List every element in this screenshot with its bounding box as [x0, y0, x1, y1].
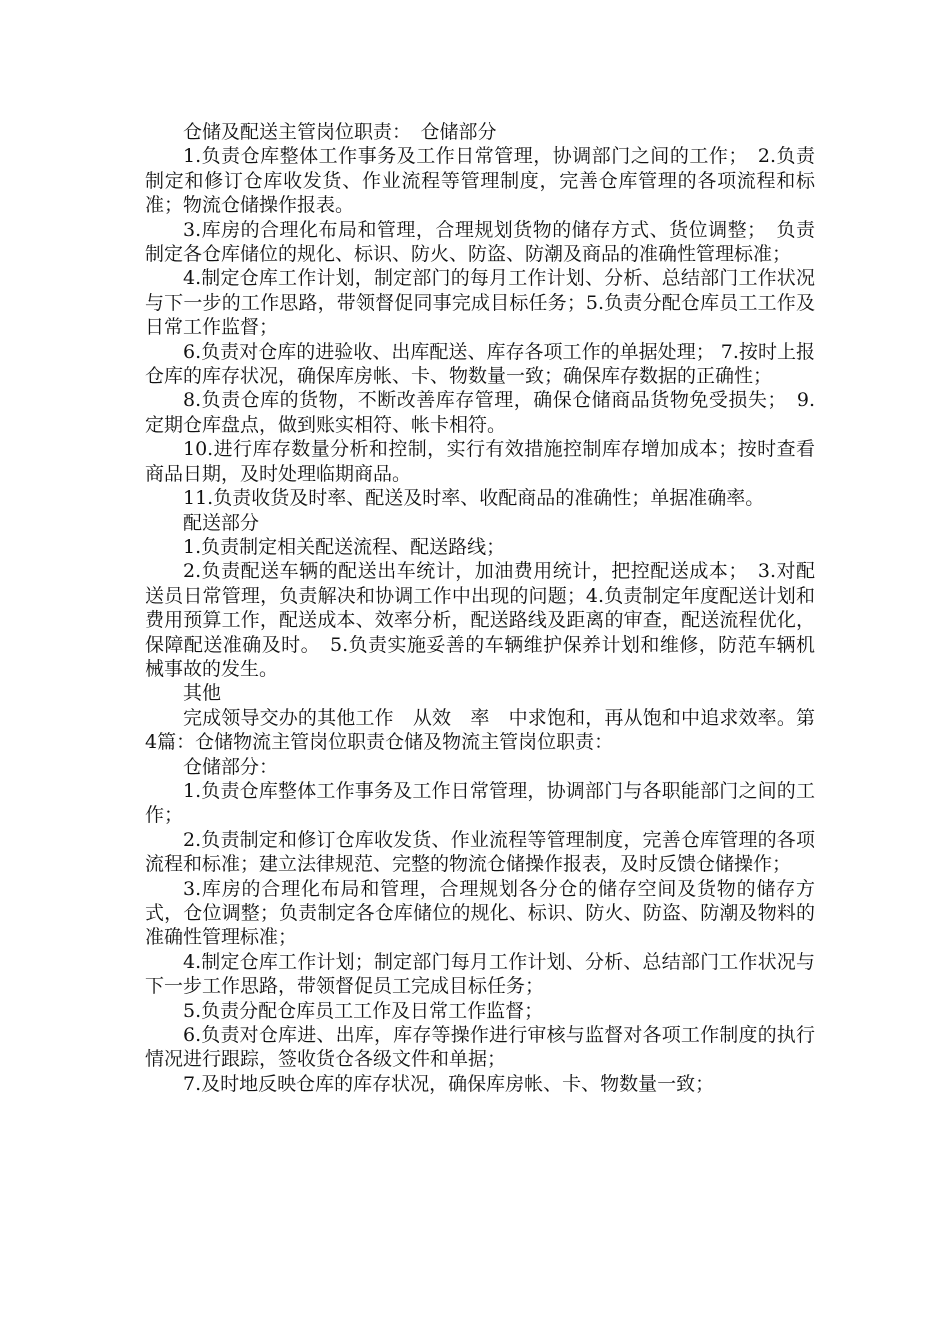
- paragraph-storage-7: 7.及时地反映仓库的库存状况，确保库房帐、卡、物数量一致；: [183, 1072, 715, 1095]
- heading-storage-and-delivery: 仓储及配送主管岗位职责： 仓储部分: [183, 121, 497, 143]
- paragraph-item-10: 10.进行库存数量分析和控制，实行有效措施控制库存增加成本；按时查看商品日期，及时处理临期商品。: [145, 438, 815, 485]
- paragraph-storage-2: 2.负责制定和修订仓库收发货、作业流程等管理制度，完善仓库管理的各项流程和标准；建立法律规范、完整的物流仓储操作报表，及时反馈仓储操作；: [145, 828, 815, 876]
- document-body: [145, 120, 815, 1096]
- paragraph-storage-5: 5.负责分配仓库员工工作及日常工作监督；: [183, 999, 544, 1022]
- section-heading-delivery: 配送部分: [183, 511, 260, 534]
- paragraph-item-11: 11.负责收货及时率、配送及时率、收配商品的准确性；单据准确率。: [183, 487, 765, 510]
- paragraph-delivery-1: 1.负责制定相关配送流程、配送路线；: [183, 535, 506, 558]
- paragraph-storage-1: 1.负责仓库整体工作事务及工作日常管理，协调部门与各职能部门之间的工作；: [145, 779, 815, 827]
- paragraph-item-3: 3.库房的合理化布局和管理，合理规划货物的储存方式、货位调整； 负责制定各仓库储位的规化、标识、防火、防盗、防潮及商品的准确性管理标准；: [145, 218, 815, 266]
- section-heading-other: 其他: [183, 682, 222, 705]
- paragraph-storage-4: 4.制定仓库工作计划；制定部门每月工作计划、分析、总结部门工作状况与下一步工作思路，带领督促员工完成目标任务；: [145, 950, 815, 998]
- section-heading-storage: 仓储部分：: [183, 755, 279, 778]
- paragraph-item-6-7: 6.负责对仓库的进验收、出库配送、库存各项工作的单据处理； 7.按时上报仓库的库存状况，确保库房帐、卡、物数量一致；确保库存数据的正确性；: [145, 340, 815, 388]
- paragraph-storage-6: 6.负责对仓库进、出库，库存等操作进行审核与监督对各项工作制度的执行情况进行跟踪，签收货仓各级文件和单据；: [145, 1024, 815, 1071]
- paragraph-delivery-2-5: 2.负责配送车辆的配送出车统计，加油费用统计，把控配送成本； 3.对配送员日常管理，负责解决和协调工作中出现的问题；4.负责制定年度配送计划和费用预算工作，配送成本、效率分析，配送路线及距离的审查，配送流程优化，保障配送准确及时。 5.负责实施妥善的车辆维护保养计划和维修，防范车辆机械事故的发生。: [145, 560, 815, 680]
- paragraph-item-4-5: 4.制定仓库工作计划，制定部门的每月工作计划、分析、总结部门工作状况与下一步的工作思路，带领督促同事完成目标任务；5.负责分配仓库员工工作及日常工作监督；: [145, 267, 815, 339]
- paragraph-item-1-2: 1.负责仓库整体工作事务及工作日常管理，协调部门之间的工作； 2.负责制定和修订仓库收发货、作业流程等管理制度，完善仓库管理的各项流程和标准；物流仓储操作报表。: [145, 145, 815, 217]
- paragraph-item-8-9: 8.负责仓库的货物，不断改善库存管理，确保仓储商品货物免受损失； 9.定期仓库盘点，做到账实相符、帐卡相符。: [145, 389, 815, 436]
- paragraph-storage-3: 3.库房的合理化布局和管理，合理规划各分仓的储存空间及货物的储存方式，仓位调整；负责制定各仓库储位的规化、标识、防火、防盗、防潮及物料的准确性管理标准；: [145, 877, 815, 949]
- paragraph-other: 完成领导交办的其他工作 从效 率 中求饱和，再从饱和中追求效率。第4篇：仓储物流主管岗位职责仓储及物流主管岗位职责：: [145, 706, 815, 754]
